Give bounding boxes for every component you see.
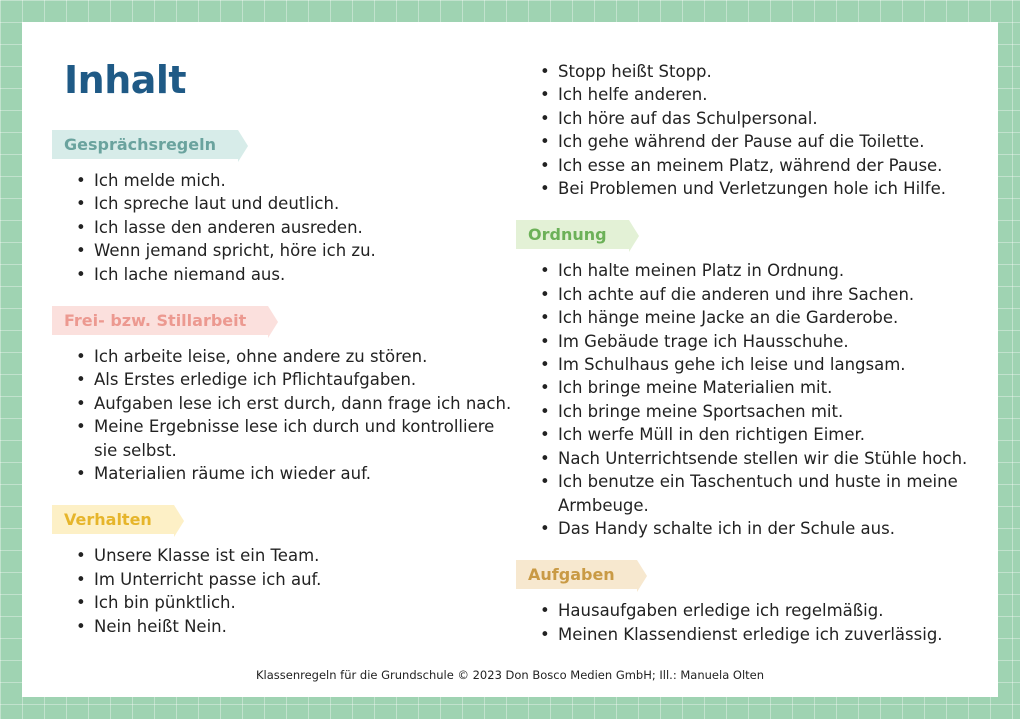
list-item: • Im Gebäude trage ich Hausschuhe. — [538, 330, 978, 353]
list-item: • Nach Unterrichtsende stellen wir die Stühle hoch. — [538, 447, 978, 470]
list-item: • Unsere Klasse ist ein Team. — [74, 544, 514, 567]
list-item: • Ich bringe meine Materialien mit. — [538, 376, 978, 399]
list-item: • Ich melde mich. — [74, 169, 514, 192]
section-heading-gespraechsregeln: Gesprächsregeln — [52, 130, 238, 159]
list-item: • Ich gehe während der Pause auf die Toilette. — [538, 130, 978, 153]
section-heading-aufgaben: Aufgaben — [516, 560, 637, 589]
list-item: • Meine Ergebnisse lese ich durch und kontrolliere sie selbst. — [74, 415, 514, 462]
list-item: • Ich bringe meine Sportsachen mit. — [538, 400, 978, 423]
list-item: • Hausaufgaben erledige ich regelmäßig. — [538, 599, 978, 622]
list-item: • Ich halte meinen Platz in Ordnung. — [538, 259, 978, 282]
list-item: • Ich helfe anderen. — [538, 83, 978, 106]
list-item: • Aufgaben lese ich erst durch, dann frage ich nach. — [74, 392, 514, 415]
section-heading-verhalten: Verhalten — [52, 505, 174, 534]
list-freiarbeit — [74, 345, 514, 485]
section-heading-freiarbeit: Frei- bzw. Stillarbeit — [52, 306, 268, 335]
list-item: • Meinen Klassendienst erledige ich zuverlässig. — [538, 623, 978, 646]
right-column — [528, 60, 978, 666]
list-item: • Ich werfe Müll in den richtigen Eimer. — [538, 423, 978, 446]
copyright-footer: Klassenregeln für die Grundschule © 2023 Don Bosco Medien GmbH; Ill.: Manuela Olten — [255, 668, 765, 682]
list-item: • Im Schulhaus gehe ich leise und langsam. — [538, 353, 978, 376]
list-item: • Ich achte auf die anderen und ihre Sachen. — [538, 283, 978, 306]
list-verhalten — [74, 544, 514, 638]
list-item: • Bei Problemen und Verletzungen hole ich Hilfe. — [538, 177, 978, 200]
list-gespraechsregeln — [74, 169, 514, 286]
list-item: • Ich lache niemand aus. — [74, 263, 514, 286]
list-item: • Ich hänge meine Jacke an die Garderobe. — [538, 306, 978, 329]
content-card — [22, 22, 998, 697]
list-item: • Wenn jemand spricht, höre ich zu. — [74, 239, 514, 262]
list-item: • Als Erstes erledige ich Pflichtaufgaben. — [74, 368, 514, 391]
list-aufgaben — [538, 599, 978, 646]
list-ordnung — [538, 259, 978, 540]
list-item: • Materialien räume ich wieder auf. — [74, 462, 514, 485]
list-item: • Ich arbeite leise, ohne andere zu stören. — [74, 345, 514, 368]
list-item: • Ich esse an meinem Platz, während der Pause. — [538, 154, 978, 177]
list-item: • Stopp heißt Stopp. — [538, 60, 978, 83]
list-item: • Ich höre auf das Schulpersonal. — [538, 107, 978, 130]
list-item: • Nein heißt Nein. — [74, 615, 514, 638]
list-item: • Ich lasse den anderen ausreden. — [74, 216, 514, 239]
list-item: • Ich benutze ein Taschentuch und huste in meine Armbeuge. — [538, 470, 978, 517]
list-item: • Ich spreche laut und deutlich. — [74, 192, 514, 215]
section-heading-ordnung: Ordnung — [516, 220, 629, 249]
page-title: Inhalt — [64, 58, 187, 102]
list-item: • Das Handy schalte ich in der Schule aus. — [538, 517, 978, 540]
list-verhalten-continued — [538, 60, 978, 200]
list-item: • Ich bin pünktlich. — [74, 591, 514, 614]
left-column — [64, 130, 514, 658]
list-item: • Im Unterricht passe ich auf. — [74, 568, 514, 591]
